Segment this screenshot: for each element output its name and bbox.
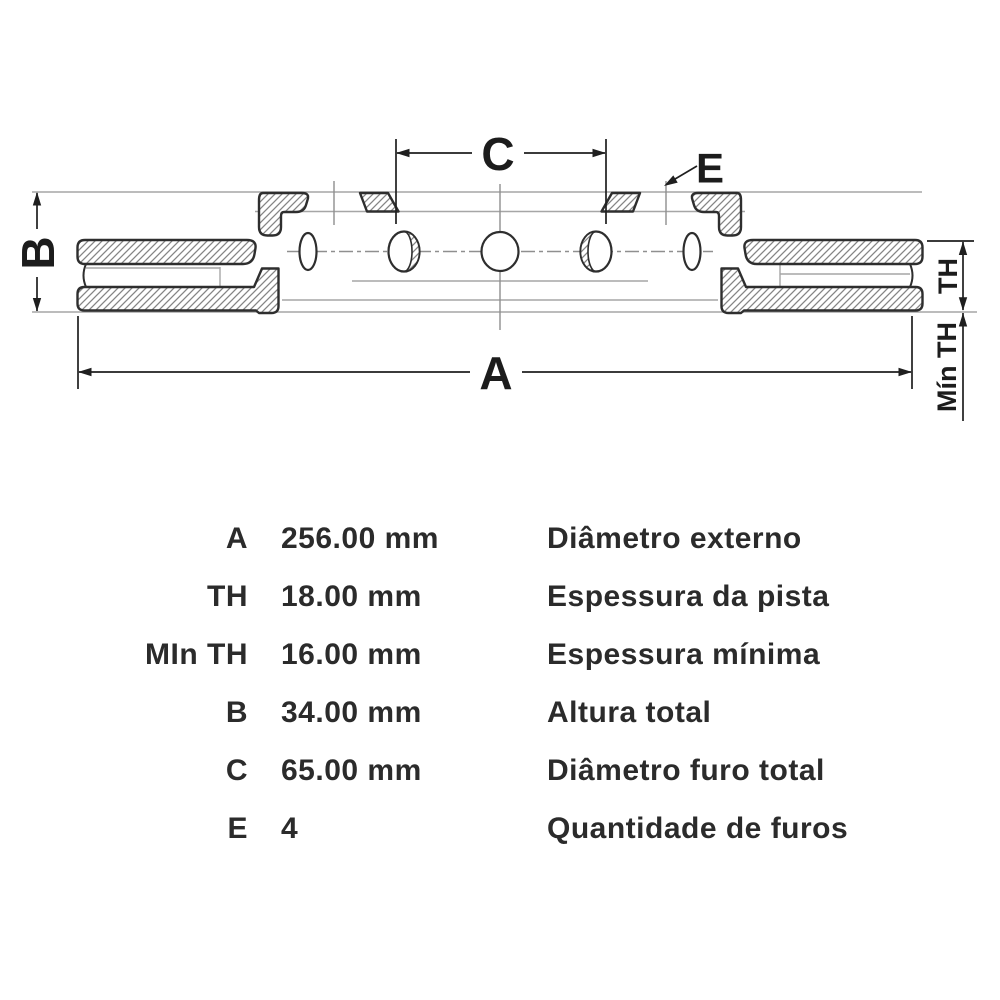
vent-slot-end-left (84, 264, 87, 287)
dimension-min-th (932, 313, 967, 421)
dim-label-a: A (479, 347, 513, 399)
vent-slot-end-right (910, 264, 913, 287)
stud-hole-center (482, 232, 519, 271)
spec-description: Diâmetro furo total (547, 754, 825, 787)
label-e (664, 145, 724, 192)
spec-row-e (0, 800, 1000, 858)
spec-value: 18.00 mm (281, 580, 422, 613)
spec-key: C (225, 754, 248, 787)
dimension-th (927, 241, 974, 311)
spec-row-th (0, 568, 1000, 626)
dim-label-th: TH (933, 258, 963, 294)
hat-wall-left (259, 193, 308, 236)
spec-row-b (0, 684, 1000, 742)
spec-key: MIn TH (145, 638, 248, 671)
spec-description: Espessura da pista (547, 580, 830, 613)
spec-description: Diâmetro externo (547, 522, 802, 555)
spec-description: Quantidade de furos (547, 812, 849, 845)
dim-label-e: E (695, 144, 725, 192)
hat-wall-right (692, 193, 741, 236)
spec-row-min-th (0, 626, 1000, 684)
spec-description: Altura total (547, 696, 712, 729)
spec-table (0, 510, 1000, 858)
dim-label-min-th: Mín TH (932, 322, 962, 412)
friction-ring-top-left (78, 240, 256, 264)
spec-key: TH (207, 580, 248, 613)
dimension-c (396, 128, 606, 224)
friction-ring-bottom-left (78, 269, 279, 314)
spec-key: E (227, 812, 248, 845)
spec-value: 65.00 mm (281, 754, 422, 787)
friction-ring-top-right (744, 240, 922, 264)
spec-row-a (0, 510, 1000, 568)
spec-value: 256.00 mm (281, 522, 439, 555)
dimension-b (12, 192, 64, 312)
spec-description: Espessura mínima (547, 638, 821, 671)
dim-label-b: B (12, 236, 64, 270)
stud-hole-1 (300, 233, 317, 270)
spec-value: 34.00 mm (281, 696, 422, 729)
dim-label-c: C (481, 128, 515, 180)
brake-disc-cross-section-drawing (0, 0, 1000, 470)
spec-row-c (0, 742, 1000, 800)
hat-flange-block-left (360, 193, 399, 212)
hat-flange-block-right (602, 193, 641, 212)
spec-key: B (225, 696, 248, 729)
spec-value: 4 (281, 812, 299, 845)
spec-key: A (225, 522, 248, 555)
dimension-a (78, 316, 912, 399)
stud-hole-5 (684, 233, 701, 270)
spec-value: 16.00 mm (281, 638, 422, 671)
friction-ring-bottom-right (722, 269, 923, 314)
